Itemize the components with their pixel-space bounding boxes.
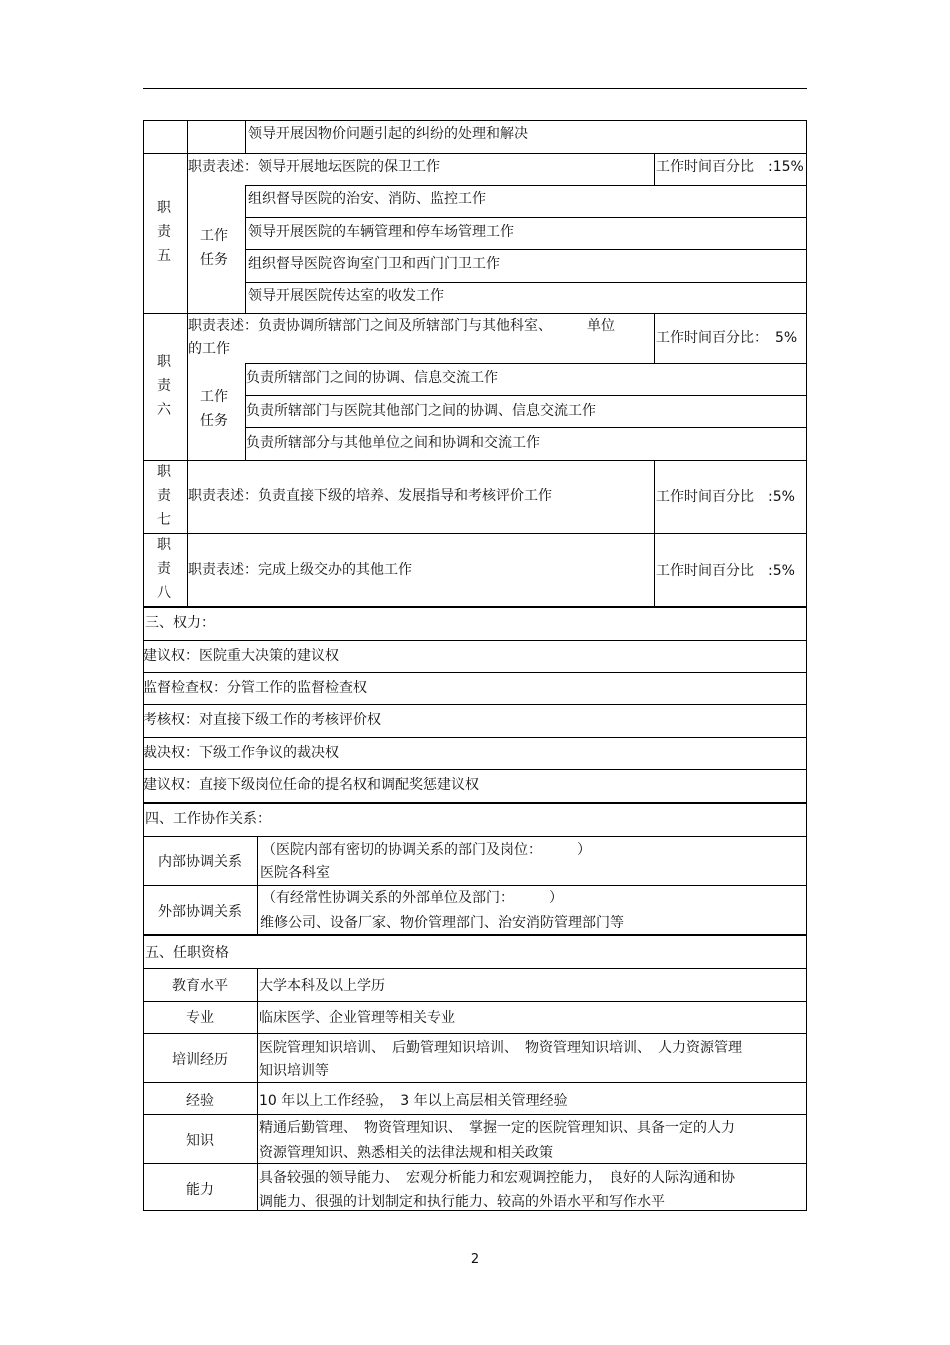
duty6-label: 职 责 六: [157, 354, 171, 418]
power-item: 建议权：医院重大决策的建议权: [143, 648, 339, 664]
row-divider: [245, 282, 807, 283]
duty8-label: 职 责 八: [157, 537, 171, 601]
internal-coordination-label: 内部协调关系: [158, 854, 242, 870]
external-coordination-value: 维修公司、设备厂家、物价管理部门、治安消防管理部门等: [260, 915, 624, 931]
duty5-tasks-label: 工作 任务: [200, 228, 228, 268]
duty8-description: 职责表述：完成上级交办的其他工作: [188, 562, 412, 578]
duty5-task: 组织督导医院咨询室门卫和西门门卫工作: [248, 256, 500, 272]
power-item: 建议权：直接下级岗位任命的提名权和调配奖惩建议权: [143, 777, 479, 793]
qualification-value: 大学本科及以上学历: [259, 978, 385, 994]
cell-divider: [187, 153, 188, 313]
cell-divider: [187, 313, 188, 460]
qualification-value: 精通后勤管理、 物资管理知识、 掌握一定的医院管理知识、具备一定的人力: [259, 1120, 735, 1136]
duty6-description-line1: 职责表述：负责协调所辖部门之间及所辖部门与其他科室、 单位: [188, 318, 615, 334]
duty7-label: 职 责 七: [157, 464, 171, 528]
qualification-label: 能力: [186, 1182, 214, 1198]
row-divider: [143, 533, 807, 534]
cell-divider: [245, 120, 246, 153]
row-divider: [143, 802, 807, 804]
row-divider: [245, 185, 807, 186]
cell-divider: [187, 120, 188, 153]
qualification-label: 知识: [186, 1133, 214, 1149]
cell-divider: [654, 153, 655, 185]
row-divider: [143, 885, 807, 886]
qualification-value-cont: 知识培训等: [259, 1063, 329, 1079]
power-item: 裁决权：下级工作争议的裁决权: [143, 745, 339, 761]
external-coordination-label: 外部协调关系: [158, 904, 242, 920]
duty5-task: 领导开展医院的车辆管理和停车场管理工作: [248, 224, 514, 240]
section3-title: 三、权力：: [145, 615, 215, 631]
duty5-time-percent: 工作时间百分比 :15%: [656, 159, 804, 175]
duty6-time-percent: 工作时间百分比： 5%: [656, 330, 798, 346]
qualification-value: 临床医学、企业管理等相关专业: [259, 1010, 455, 1026]
duty5-task: 领导开展医院传达室的收发工作: [248, 288, 444, 304]
cell-divider: [257, 968, 258, 1210]
duty5-description: 职责表述：领导开展地坛医院的保卫工作: [188, 159, 440, 175]
duty6-task: 负责所辖部门与医院其他部门之间的协调、信息交流工作: [246, 403, 596, 419]
cell-divider: [654, 313, 655, 363]
table-bottom-border: [143, 1210, 807, 1211]
row-divider: [143, 153, 807, 154]
row-divider: [143, 672, 807, 673]
qualification-label: 专业: [186, 1010, 214, 1026]
table-top-border: [143, 120, 807, 121]
duty5-label: 职 责 五: [157, 200, 171, 264]
row-divider: [143, 968, 807, 969]
row-divider: [143, 769, 807, 770]
qualification-label: 教育水平: [172, 978, 228, 994]
row-divider: [143, 934, 807, 936]
prev-task-text: 领导开展因物价问题引起的纠纷的处理和解决: [248, 126, 528, 142]
row-divider: [245, 249, 807, 250]
row-divider: [143, 1114, 807, 1115]
row-divider: [245, 217, 807, 218]
row-divider: [143, 1082, 807, 1083]
qualification-value: 医院管理知识培训、 后勤管理知识培训、 物资管理知识培训、 人力资源管理: [259, 1040, 742, 1056]
qualification-value: 具备较强的领导能力、 宏观分析能力和宏观调控能力， 良好的人际沟通和协: [259, 1170, 735, 1186]
qualification-value: 10 年以上工作经验， 3 年以上高层相关管理经验: [259, 1093, 568, 1109]
row-divider: [245, 427, 807, 428]
section4-title: 四、工作协作关系：: [145, 811, 271, 827]
qualification-value-cont: 调能力、很强的计划制定和执行能力、较高的外语水平和写作水平: [259, 1194, 665, 1210]
power-item: 考核权：对直接下级工作的考核评价权: [143, 712, 381, 728]
qualification-label: 经验: [186, 1093, 214, 1109]
row-divider: [143, 737, 807, 738]
qualification-value-cont: 资源管理知识、熟悉相关的法律法规和相关政策: [259, 1145, 553, 1161]
row-divider: [143, 313, 807, 314]
duty5-task: 组织督导医院的治安、消防、监控工作: [248, 191, 486, 207]
duty6-description-line2: 的工作: [188, 341, 230, 357]
power-item: 监督检查权：分管工作的监督检查权: [143, 680, 367, 696]
row-divider: [143, 606, 807, 608]
qualification-label: 培训经历: [172, 1052, 228, 1068]
section-right-border: [806, 606, 807, 1210]
duty6-tasks-label: 工作 任务: [200, 389, 228, 429]
row-divider: [143, 1001, 807, 1002]
header-rule: [143, 88, 807, 89]
section5-title: 五、任职资格: [145, 945, 229, 961]
row-divider: [143, 1163, 807, 1164]
external-coordination-hint: （有经常性协调关系的外部单位及部门： ）: [262, 890, 563, 906]
row-divider: [143, 1033, 807, 1034]
row-divider: [143, 460, 807, 461]
row-divider: [245, 395, 807, 396]
row-divider: [143, 836, 807, 837]
duty6-task: 负责所辖部门之间的协调、信息交流工作: [246, 370, 498, 386]
row-divider: [143, 640, 807, 641]
page-number: 2: [470, 1252, 480, 1267]
row-divider: [245, 363, 807, 364]
internal-coordination-hint: （医院内部有密切的协调关系的部门及岗位： ）: [262, 842, 591, 858]
duty8-time-percent: 工作时间百分比 :5%: [656, 563, 795, 579]
internal-coordination-value: 医院各科室: [260, 865, 330, 881]
duty6-task: 负责所辖部分与其他单位之间和协调和交流工作: [246, 435, 540, 451]
duty7-time-percent: 工作时间百分比 :5%: [656, 489, 795, 505]
duty7-description: 职责表述：负责直接下级的培养、发展指导和考核评价工作: [188, 488, 552, 504]
row-divider: [143, 704, 807, 705]
